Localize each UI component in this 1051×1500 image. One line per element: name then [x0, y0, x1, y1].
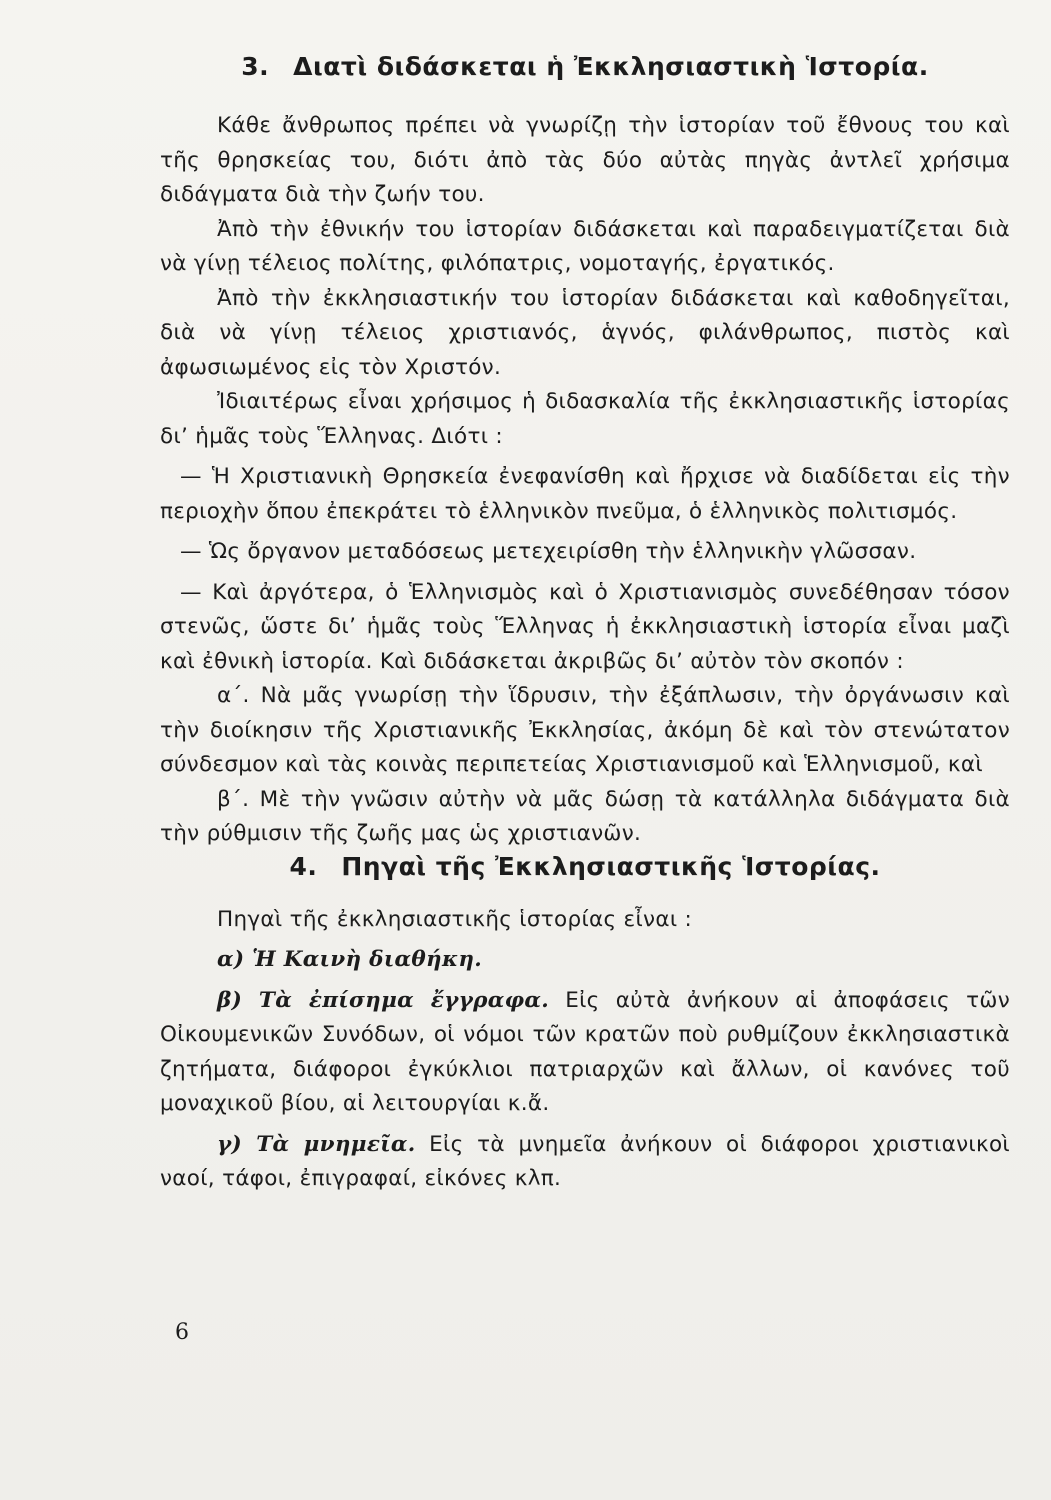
paragraph: Ἰδιαιτέρως εἶναι χρήσιμος ἡ διδασκαλία τῆς ἐκκλησιαστικῆς ἱστορίας δι’ ἡμᾶς τοὺς Ἕλληνας. Διότι :: [160, 389, 1010, 449]
source-label: γ) Τὰ μνημεῖα.: [217, 1131, 416, 1157]
source-label: β) Τὰ ἐπίσημα ἔγγραφα.: [217, 987, 549, 1013]
section-4-title: Πηγαὶ τῆς Ἐκκλησιαστικῆς Ἱστορίας.: [341, 851, 881, 881]
aim-paragraph: α΄. Νὰ μᾶς γνωρίσῃ τὴν ἵδρυσιν, τὴν ἐξάπλωσιν, τὴν ὀργάνωσιν καὶ τὴν διοίκησιν τῆς Χριστιανικῆς Ἐκκλησίας, ἀκόμη δὲ καὶ τὸν στενώτατον σύνδεσμον καὶ τὰς κοινὰς περιπετείας Χριστιανισμοῦ καὶ Ἑλληνισμοῦ, καὶ: [160, 683, 1010, 777]
paragraph: Ἀπὸ τὴν ἐκκλησιαστικήν του ἱστορίαν διδάσκεται καὶ καθοδηγεῖται, διὰ νὰ γίνῃ τέλειος χριστιανός, ἁγνός, φιλάνθρωπος, πιστὸς καὶ ἀφωσιωμένος εἰς τὸν Χριστόν.: [160, 285, 1010, 380]
paragraph: Κάθε ἄνθρωπος πρέπει νὰ γνωρίζῃ τὴν ἱστορίαν τοῦ ἔθνους του καὶ τῆς θρησκείας του, διότι ἀπὸ τὰς δύο αὐτὰς πηγὰς ἀντλεῖ χρήσιμα διδάγματα διὰ τὴν ζωήν του.: [160, 113, 1010, 207]
section-4-heading: [160, 852, 1010, 881]
bullet-paragraph: — Ὡς ὄργανον μεταδόσεως μετεχειρίσθη τὴν ἑλληνικὴν γλῶσσαν.: [180, 539, 917, 564]
paragraph: Ἀπὸ τὴν ἐθνικήν του ἱστορίαν διδάσκεται καὶ παραδειγματίζεται διὰ νὰ γίνῃ τέλειος πολίτης, φιλόπατρις, νομοταγής, ἐργατικός.: [160, 216, 1010, 276]
aim-paragraph: β΄. Μὲ τὴν γνῶσιν αὐτὴν νὰ μᾶς δώσῃ τὰ κατάλληλα διδάγματα διὰ τὴν ρύθμισιν τῆς ζωῆς μας ὡς χριστιανῶν.: [160, 786, 1010, 846]
source-item: [160, 943, 1010, 978]
section-3-number: 3.: [241, 52, 270, 81]
source-label: α) Ἡ Καινὴ διαθήκη.: [217, 947, 483, 972]
source-text: Εἰς αὐτὰ ἀνήκουν αἱ ἀποφάσεις τῶν Οἰκουμενικῶν Συνόδων, οἱ νόμοι τῶν κρατῶν ποὺ ρυθμίζουν ἐκκλησιαστικὰ ζητήματα, διάφοροι ἐγκύκλιοι πατριαρχῶν καὶ ἄλλων, οἱ κανόνες τοῦ μοναχικοῦ βίου, αἱ λειτουργίαι κ.ἄ.: [160, 987, 1010, 1116]
section-3-title: Διατὶ διδάσκεται ἡ Ἐκκλησιαστικὴ Ἱστορία.: [293, 52, 929, 81]
source-item: [160, 1128, 1010, 1197]
page-content: [160, 52, 1010, 1197]
bullet-paragraph: — Ἡ Χριστιανικὴ Θρησκεία ἐνεφανίσθη καὶ ἤρχισε νὰ διαδίδεται εἰς τὴν περιοχὴν ὅπου ἐπεκράτει τὸ ἑλληνικὸν πνεῦμα, ὁ ἑλληνικὸς πολιτισμός.: [160, 464, 1010, 524]
source-text: Εἰς τὰ μνημεῖα ἀνήκουν οἱ διάφοροι χριστιανικοὶ ναοί, τάφοι, ἐπιγραφαί, εἰκόνες κλπ.: [160, 1131, 1010, 1191]
section-3-heading: [160, 52, 1010, 81]
page-number: 6: [175, 1320, 189, 1345]
bullet-paragraph: — Καὶ ἀργότερα, ὁ Ἑλληνισμὸς καὶ ὁ Χριστιανισμὸς συνεδέθησαν τόσον στενῶς, ὥστε δι’ ἡμᾶς τοὺς Ἕλληνας ἡ ἐκκλησιαστικὴ ἱστορία εἶναι μαζὶ καὶ ἐθνικὴ ἱστορία. Καὶ διδάσκεται ἀκριβῶς δι’ αὐτὸν τὸν σκοπόν :: [160, 579, 1010, 674]
sources-intro: Πηγαὶ τῆς ἐκκλησιαστικῆς ἱστορίας εἶναι :: [217, 906, 693, 932]
section-4-number: 4.: [289, 851, 318, 881]
source-item: [160, 984, 1010, 1122]
